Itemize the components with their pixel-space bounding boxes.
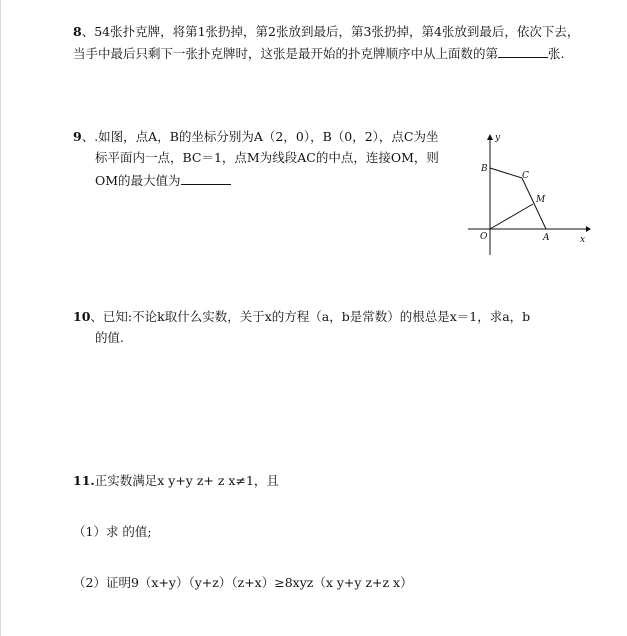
label-M: M [536,195,546,205]
label-C: C [522,171,529,181]
q8-text3: 张. [548,46,565,61]
label-O: O [480,232,488,242]
q9-text2: 标平面内一点，BC＝1，点M为线段AC的中点，连接OM，则 [95,150,439,165]
q10-line1 [73,309,530,325]
q8-text1: 、54张扑克牌，将第1张扔掉，第2张放到最后，第3张扔掉，第4张放到最后，依次下去， [81,24,580,39]
q9-text3: OM的最大值为 [95,173,181,188]
label-y: y [495,133,501,143]
q8-number: 8 [73,24,82,39]
q9-line2 [95,150,439,166]
x-axis-arrow [586,226,591,232]
q9-line3 [95,172,231,189]
q8-line1 [73,24,579,40]
q8-text2: 当手中最后只剩下一张扑克牌时，这张是最开始的扑克牌顺序中从上面数的第 [73,46,499,61]
y-axis-arrow [487,134,493,140]
q11-text1: 正实数满足x y+y z+ z x≠1，且 [94,473,279,488]
q9-text1: 、.如图，点A，B的坐标分别为A（2，0），B（0，2），点C为坐 [81,129,439,144]
q11-line1 [73,473,279,489]
q10-line2 [95,330,124,346]
q11-part1 [73,524,152,540]
q11-part1-text: （1）求 的值; [73,524,152,539]
segment-OM [490,204,533,229]
q9-line1 [73,129,438,145]
q10-text2: 的值. [95,330,124,345]
q9-coordinate-figure [462,128,592,260]
q11-part2-text: （2）证明9（x+y）（y+z）（z+x）≥8xyz（x y+y z+z x） [73,575,413,590]
q11-part2 [73,575,413,591]
q8-answer-blank[interactable] [498,45,548,58]
q11-number: 11. [73,473,95,488]
q10-number: 10 [73,309,91,324]
label-B: B [481,164,488,174]
q8-line2 [73,45,565,62]
label-A: A [543,233,550,243]
label-x: x [580,235,586,245]
q9-answer-blank[interactable] [181,172,231,185]
segment-BC [490,168,522,178]
q9-number: 9 [73,129,82,144]
page-edge-line [0,0,1,636]
q10-text1: 、已知:不论k取什么实数，关于x的方程（a，b是常数）的根总是x＝1，求a，b [90,309,531,324]
